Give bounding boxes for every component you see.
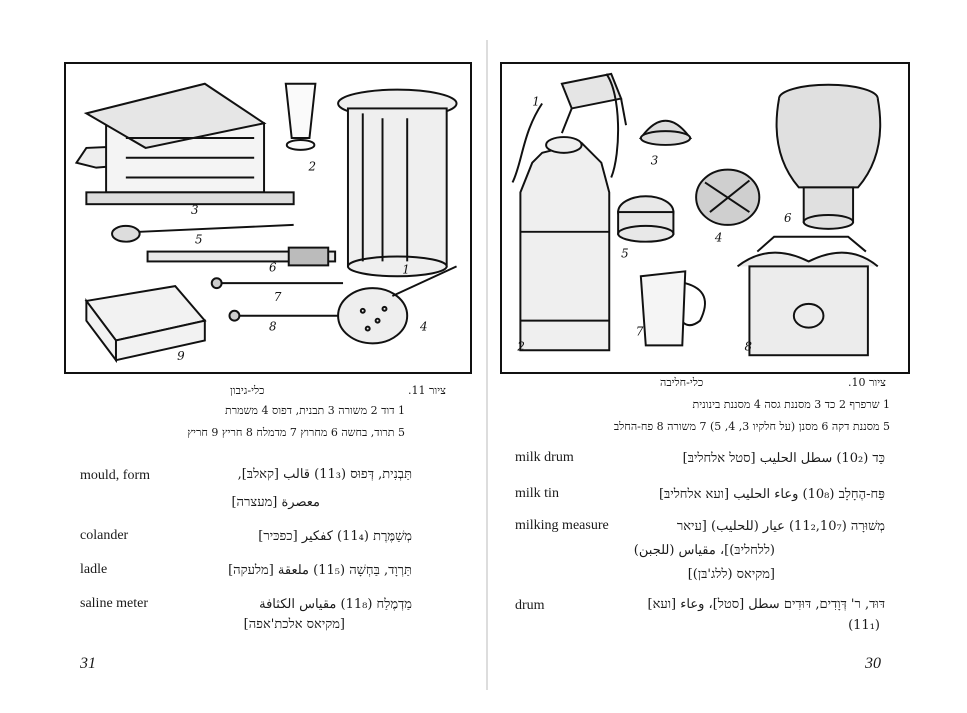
- cheese-block-drawing: [86, 286, 204, 360]
- left-page-number: 31: [80, 655, 96, 672]
- ladle-drawing: [112, 225, 294, 242]
- fig-num-9: 9: [177, 349, 185, 364]
- fine-strainer-drawing: [618, 196, 673, 241]
- medium-strainer-drawing: [696, 170, 759, 225]
- right-entry-he-milkdrum: כַּד (10₂) سطل الحليب [סטל אלחליבּ]: [682, 451, 885, 466]
- fig-num-7: 7: [273, 289, 282, 304]
- fig-num-r7: 7: [635, 324, 644, 339]
- fig-num-2: 2: [308, 159, 317, 174]
- right-entry-en-milktin: milk tin: [515, 486, 559, 501]
- fig-num-r8: 8: [744, 339, 753, 354]
- milking-utensils-illustration: [502, 64, 908, 372]
- colander-drawing: [338, 266, 456, 343]
- fig-num-r5: 5: [621, 246, 629, 261]
- left-entry-en-saline: saline meter: [80, 596, 149, 611]
- right-page-number: 30: [865, 655, 881, 672]
- fig-num-r4: 4: [714, 230, 723, 245]
- left-entry-he-colander: מְשַׁמֶּרֶת (11₄) كفكير [כפכּיר]: [258, 529, 412, 544]
- right-illustration-frame: [500, 62, 910, 374]
- left-legend-line2: 5 תרוד, בחשה 6 מחרוץ 7 מדמלח 8 חריץ 9 חריץ: [187, 426, 405, 439]
- fig-num-r3: 3: [650, 153, 659, 168]
- press-box-drawing: [76, 84, 293, 204]
- rod-8-drawing: [230, 311, 344, 321]
- measuring-cup-drawing: [286, 84, 316, 150]
- right-entry-he-milktin: פַּח-הֶחָלָב (10₈) وعاء الحليب [ועא אלחליבּ]: [658, 487, 885, 502]
- right-entry-he-measure: מְשׁוּרָה (11₂,10₇) عيار (للحليب) [עיאר: [676, 519, 885, 534]
- page-gutter: [486, 40, 488, 690]
- left-entry-en-ladle: ladle: [80, 562, 108, 577]
- right-entry-he3-measure: [מקיאס (ללג'בּן)]: [687, 567, 775, 582]
- left-entry-he-saline: מַדְמֶלַח (11₈) مقياس الكثافة: [259, 597, 412, 612]
- left-entry-he2-mould: معصرة [מעצרה]: [231, 495, 320, 510]
- rod-drawing: [148, 248, 336, 266]
- right-entry-he2-measure: (ללחליבּ)]، مقياس (للجبن): [633, 543, 775, 558]
- right-entry-he2-drum: (11₁): [848, 618, 880, 633]
- cheese-making-utensils-illustration: [66, 64, 470, 372]
- fig-num-r6: 6: [783, 210, 792, 225]
- right-entry-en-drum: drum: [515, 598, 545, 613]
- right-entry-en-milkdrum: milk drum: [515, 450, 574, 465]
- fig-num-5: 5: [194, 232, 203, 247]
- left-caption-title: כלי-גיבון: [230, 384, 265, 397]
- strainer-funnel-drawing: [777, 85, 881, 229]
- left-illustration-frame: [64, 62, 472, 374]
- left-caption-label: ציור 11.: [408, 384, 446, 397]
- right-caption-label: ציור 10.: [848, 376, 886, 389]
- left-entry-he-ladle: תַּרְוָד, בַּחְשָׁה (11₅) ملعقة [מלעקה]: [228, 563, 412, 578]
- coarse-strainer-drawing: [641, 121, 690, 145]
- fig-num-4: 4: [420, 319, 428, 334]
- fig-num-1: 1: [402, 262, 410, 277]
- right-entry-he-drum: דּוּד, ר' דְּוָדִים, דּוּדִים سطل [סטל]، وعاء [ועא]: [647, 597, 885, 612]
- left-entry-en-colander: colander: [80, 528, 129, 543]
- pot-drawing: [338, 90, 456, 277]
- milk-tin-drawing: [738, 237, 878, 355]
- measuring-jug-drawing: [641, 271, 705, 345]
- right-legend-line1: 1 שרפרף 2 כד 3 מסננת גסה 4 מסננת בינונית: [692, 398, 890, 411]
- fig-num-6: 6: [268, 260, 277, 275]
- right-caption-title: כלי-חליבה: [660, 376, 704, 389]
- milk-drum-drawing: [520, 137, 609, 350]
- left-entry-en-mould: mould, form: [80, 468, 150, 483]
- left-legend-line1: 1 דוד 2 משורה 3 תבנית, דפוס 4 משמרת: [225, 404, 405, 417]
- fig-num-r2: 2: [517, 339, 525, 354]
- left-entry-he2-saline: [מקיאס אלכת'אפה]: [243, 617, 345, 632]
- left-entry-he-mould: תַּבְנִית, דְּפוּס (11₃) قالب [קאלבּ],: [237, 467, 412, 482]
- fig-num-3: 3: [191, 203, 199, 218]
- right-legend-line2: 5 מסננת דקה 6 מסנן (על חלקיו 3, 4, 5) 7 משורה 8 פח-החלב: [613, 420, 890, 433]
- fig-num-r1: 1: [532, 94, 540, 109]
- fig-num-8: 8: [268, 319, 277, 334]
- saline-meter-drawing: [212, 278, 343, 288]
- right-entry-en-measure: milking measure: [515, 518, 609, 533]
